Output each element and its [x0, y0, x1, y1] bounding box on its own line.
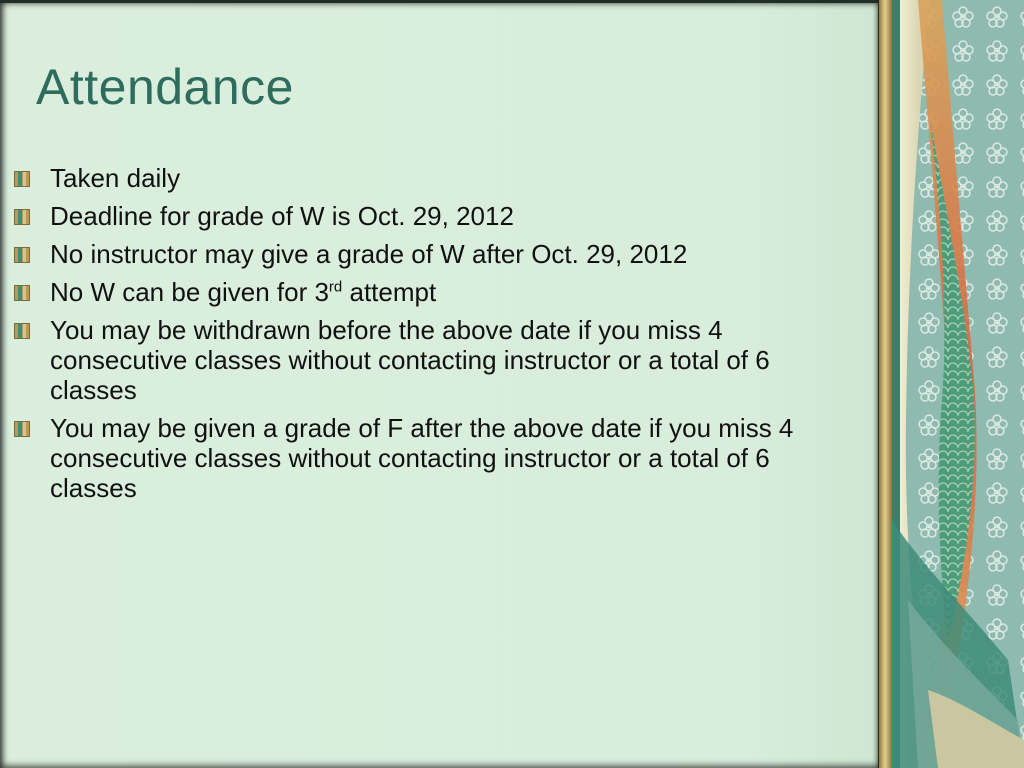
bullet-item — [14, 201, 844, 231]
bullet-item — [14, 163, 844, 193]
bullet-item — [14, 413, 844, 503]
bullet-item — [14, 277, 844, 307]
bullet-square-icon — [14, 171, 30, 187]
bullet-square-icon — [14, 247, 30, 263]
bullet-item — [14, 239, 844, 269]
bullet-text: No instructor may give a grade of W after Oct. 29, 2012 — [50, 239, 688, 269]
bullet-square-icon — [14, 285, 30, 301]
slide-top-edge — [0, 0, 878, 3]
bullet-text: Taken daily — [50, 163, 181, 193]
bullet-text-main: No W can be given for 3 — [50, 277, 329, 307]
bullet-text: Deadline for grade of W is Oct. 29, 2012 — [50, 201, 514, 231]
slide-title: Attendance — [36, 59, 294, 115]
bullet-text-tail: attempt — [342, 277, 437, 307]
bullet-square-icon — [14, 421, 30, 437]
bullet-item — [14, 315, 844, 405]
bullet-text: You may be withdrawn before the above date if you miss 4 consecutive classes without contacting instructor or a total of 6 classes — [50, 315, 770, 405]
ordinal-superscript: rd — [328, 278, 343, 296]
bullet-text: You may be given a grade of F after the above date if you miss 4 consecutive classes without contacting instructor or a total of 6 classes — [50, 413, 794, 503]
bullet-list — [14, 163, 844, 511]
bullet-square-icon — [14, 209, 30, 225]
decorative-ribbon-border — [878, 0, 1024, 768]
bullet-text — [50, 277, 436, 307]
bullet-square-icon — [14, 323, 30, 339]
